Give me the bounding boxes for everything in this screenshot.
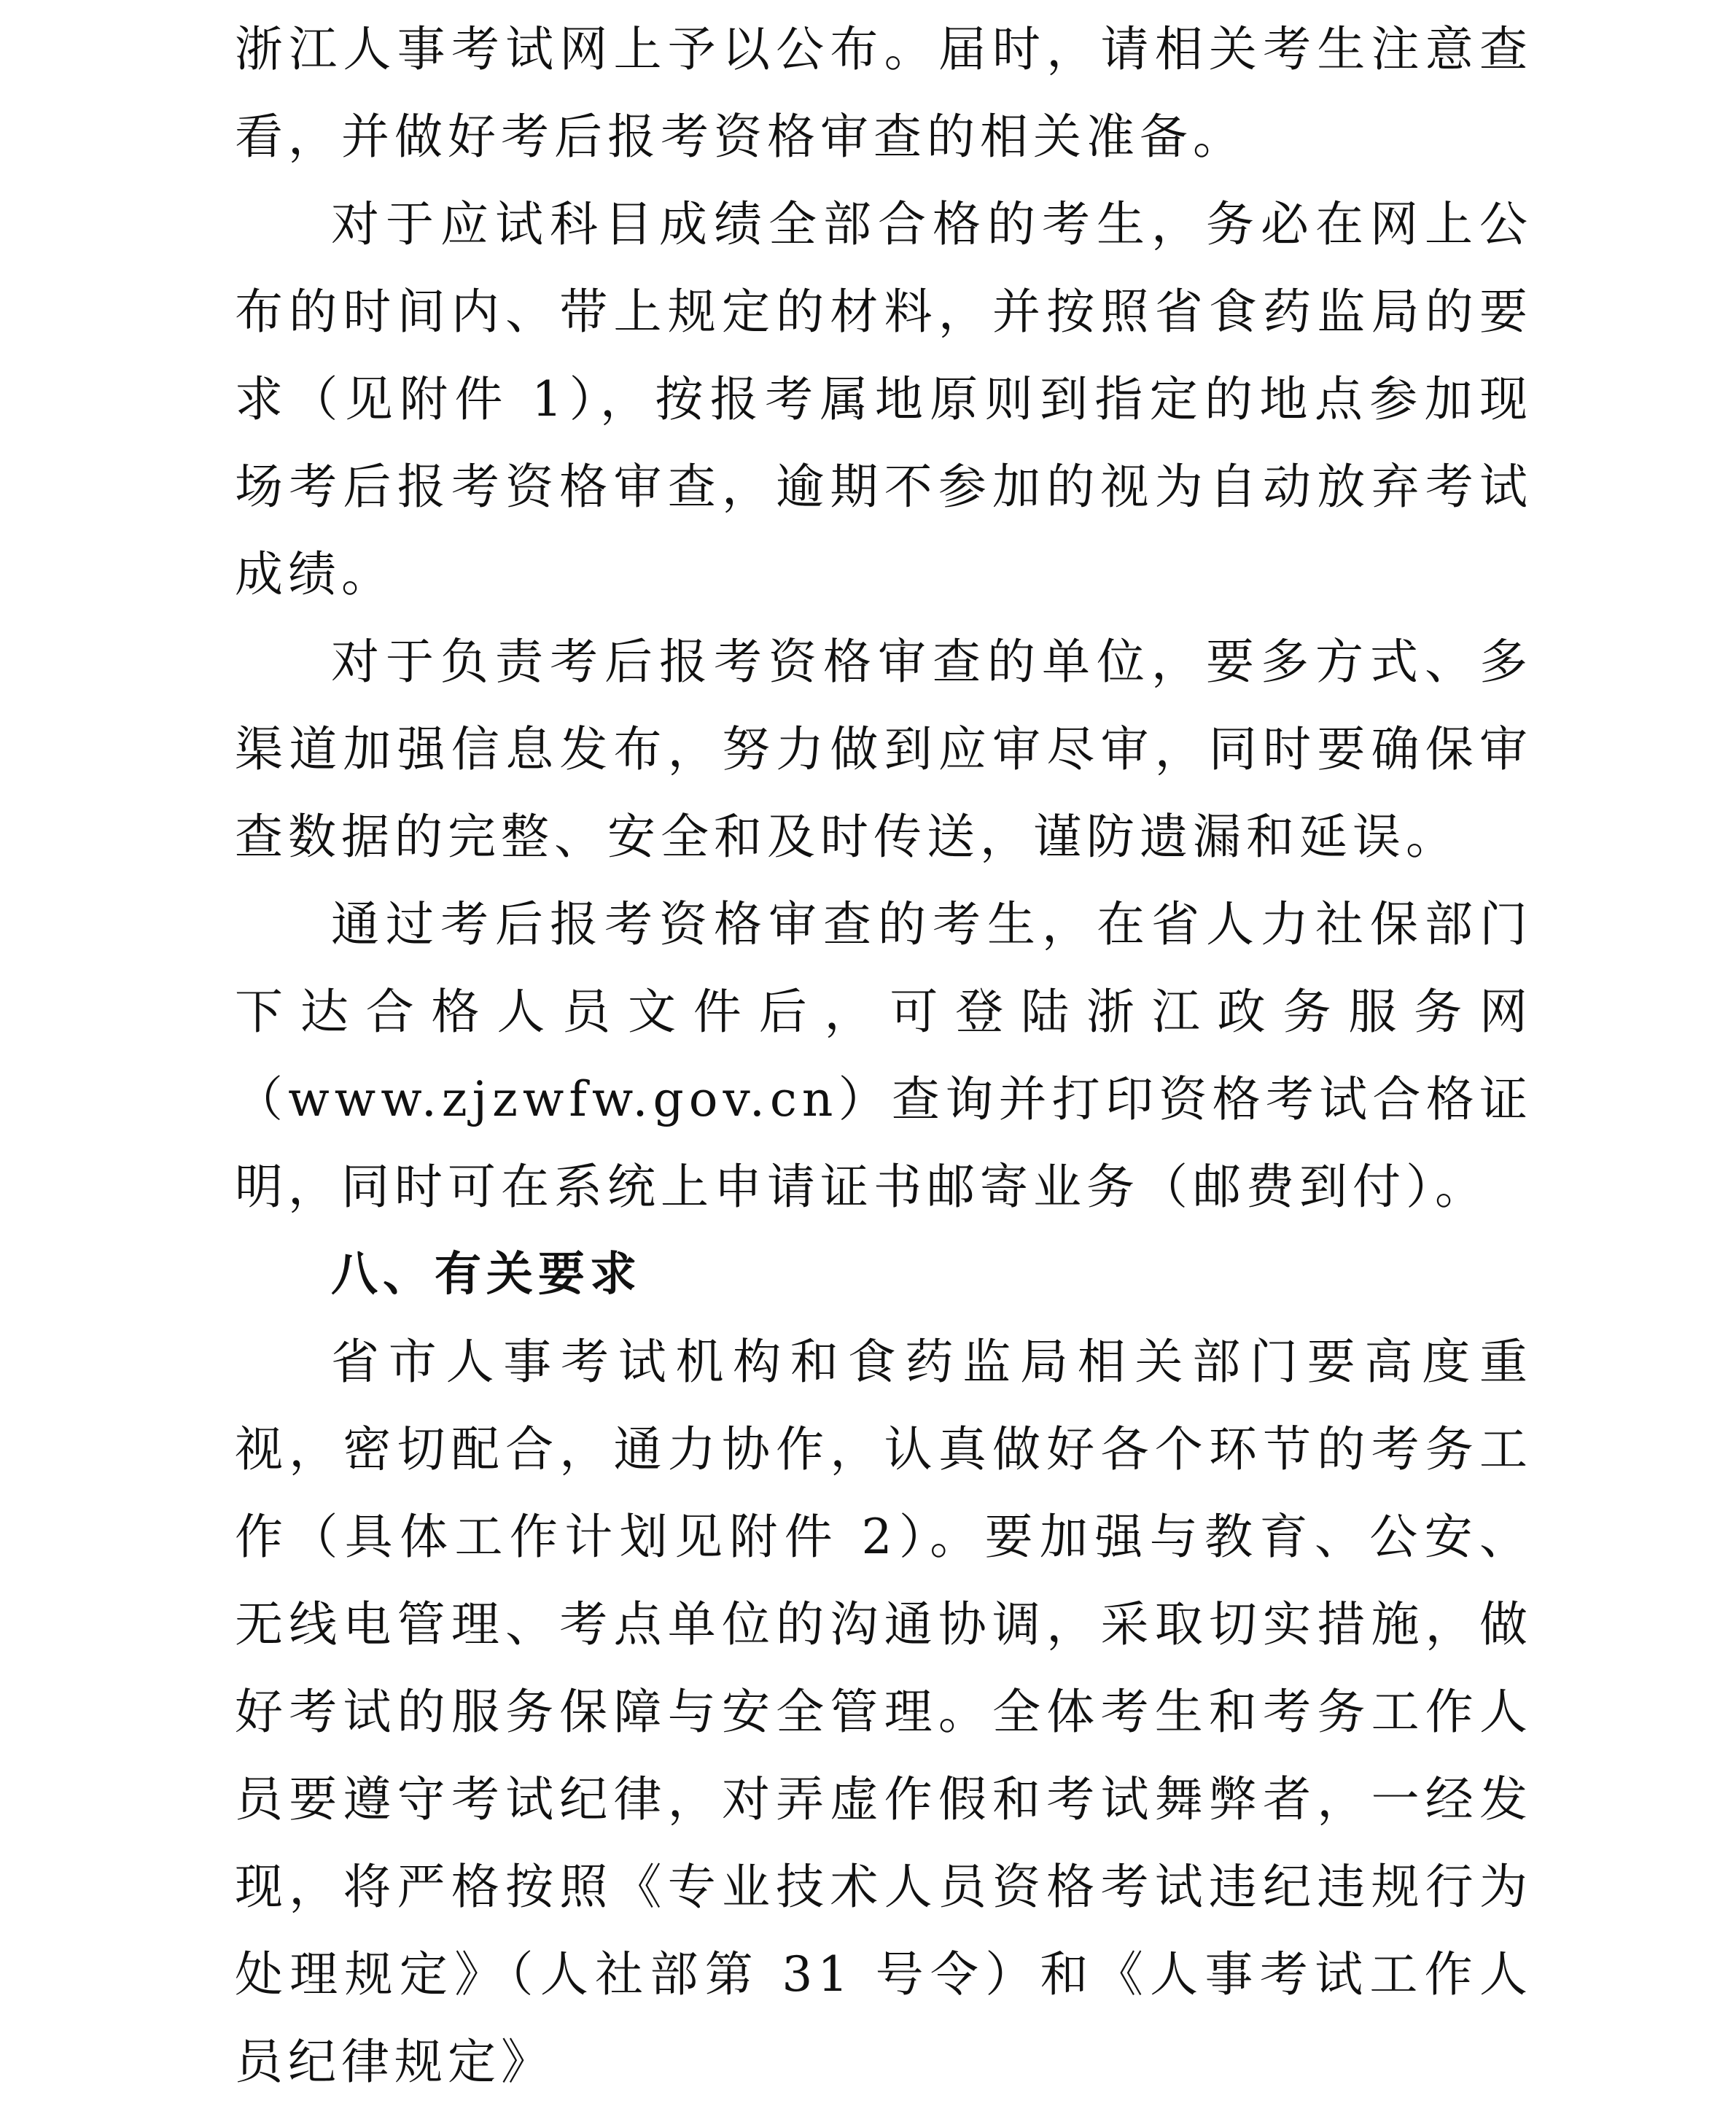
paragraph-requirements: 省市人事考试机构和食药监局相关部门要高度重视，密切配合，通力协作，认真做好各个环节的考务工作（具体工作计划见附件 2）。要加强与教育、公安、无线电管理、考点单位的沟通协调，采取切实措施，做好考试的服务保障与安全管理。全体考生和考务工作人员要遵守考试纪律，对弄虚作假和考试舞弊者，一经发现，将严格按照《专业技术人员资格考试违纪违规行为处理规定》（人社部第 31 号令）和《人事考试工作人员纪律规定》 — [235, 1334, 1533, 2090]
paragraph-exam-results-notice: 浙江人事考试网上予以公布。届时，请相关考生注意查看，并做好考后报考资格审查的相关准备。 — [235, 21, 1533, 165]
paragraph-review-units: 对于负责考后报考资格审查的单位，要多方式、多渠道加强信息发布，努力做到应审尽审，同时要确保审查数据的完整、安全和及时传送，谨防遗漏和延误。 — [235, 634, 1533, 865]
paragraph-qualified-candidates: 对于应试科目成绩全部合格的考生，务必在网上公布的时间内、带上规定的材料，并按照省食药监局的要求（见附件 1），按报考属地原则到指定的地点参加现场考后报考资格审查，逾期不参加的视为自动放弃考试成绩。 — [235, 196, 1533, 602]
paragraph-certificate-printing: 通过考后报考资格审查的考生，在省人力社保部门下达合格人员文件后，可登陆浙江政务服务网（www.zjzwfw.gov.cn）查询并打印资格考试合格证明，同时可在系统上申请证书邮寄业务（邮费到付）。 — [235, 896, 1533, 1215]
document-body — [235, 6, 1533, 2106]
section-heading: 八、有关要求 — [331, 1248, 642, 1302]
